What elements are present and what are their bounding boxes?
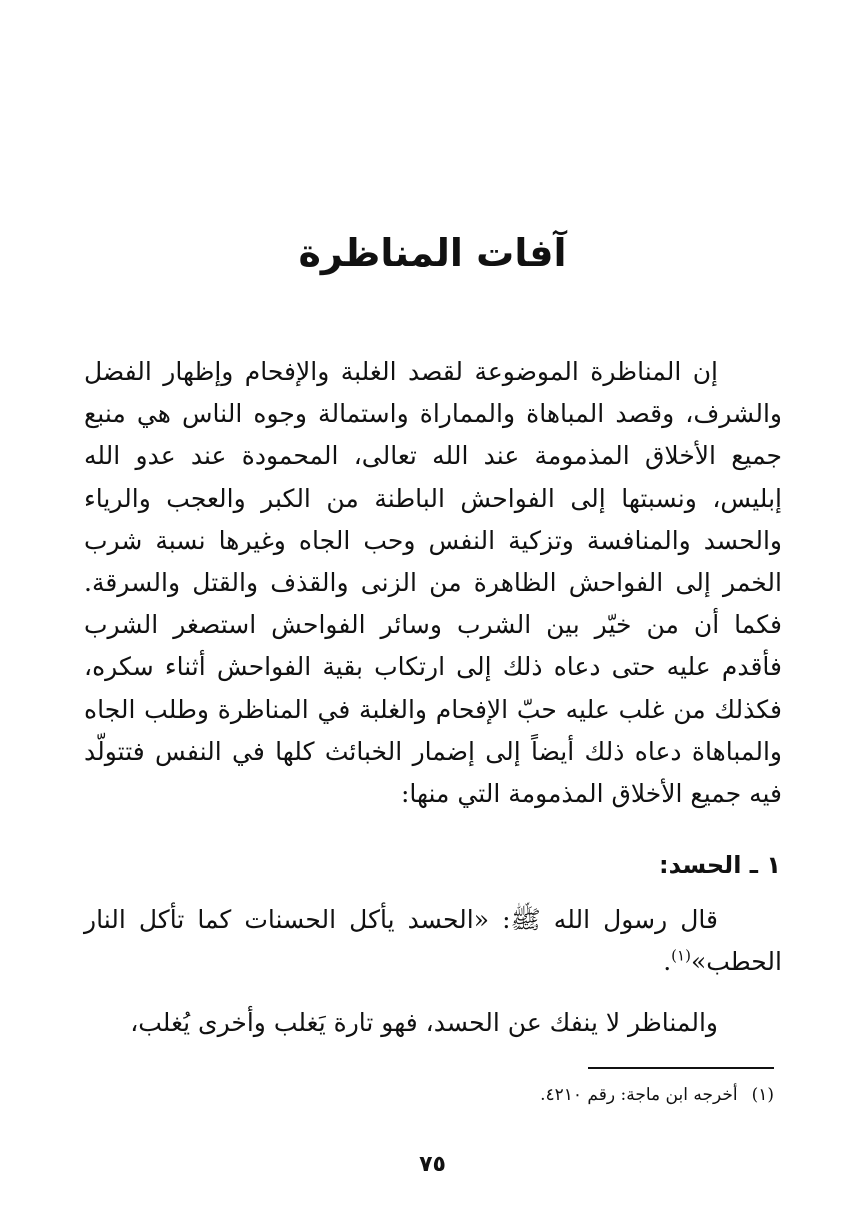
page-title: آفات المناظرة	[298, 231, 567, 275]
page-number: ٧٥	[419, 1152, 446, 1177]
footnote-text: أخرجه ابن ماجة: رقم ٤٢١٠.	[540, 1085, 738, 1105]
footnote-reference: (١)	[671, 946, 691, 965]
hadith-end-punctuation: .	[663, 947, 672, 977]
footnote-divider	[588, 1067, 774, 1069]
hadith-paragraph	[84, 899, 782, 983]
footnote-number: (١)	[751, 1085, 774, 1105]
section-heading: ١ ـ الحسد:	[659, 851, 781, 879]
footnote	[540, 1082, 774, 1108]
continuation-paragraph: والمناظر لا ينفك عن الحسد، فهو تارة يَغلب وأخرى يُغلب،	[130, 1008, 718, 1037]
hadith-text: قال رسول الله ﷺ: «الحسد يأكل الحسنات كما تأكل النار الحطب»	[84, 905, 782, 977]
intro-paragraph: إن المناظرة الموضوعة لقصد الغلبة والإفحام وإظهار الفضل والشرف، وقصد المباهاة والمماراة واستمالة وجوه الناس هي منبع جميع الأخلاق المذمومة عند الله تعالى، المحمودة عند عدو الله إبليس، ونسبتها إلى الفواحش الباطنة من الكبر والعجب والرياء والحسد والمنافسة وتزكية النفس وحب الجاه وغيرها نسبة شرب الخمر إلى الفواحش الظاهرة من الزنى والقذف والقتل والسرقة. فكما أن من خيّر بين الشرب وسائر الفواحش استصغر الشرب فأقدم عليه حتى دعاه ذلك إلى ارتكاب بقية الفواحش أثناء سكره، فكذلك من غلب عليه حبّ الإفحام والغلبة في المناظرة وطلب الجاه والمباهاة دعاه ذلك أيضاً إلى إضمار الخبائث كلها في النفس فتتولّد فيه جميع الأخلاق المذمومة التي منها:	[84, 357, 782, 809]
